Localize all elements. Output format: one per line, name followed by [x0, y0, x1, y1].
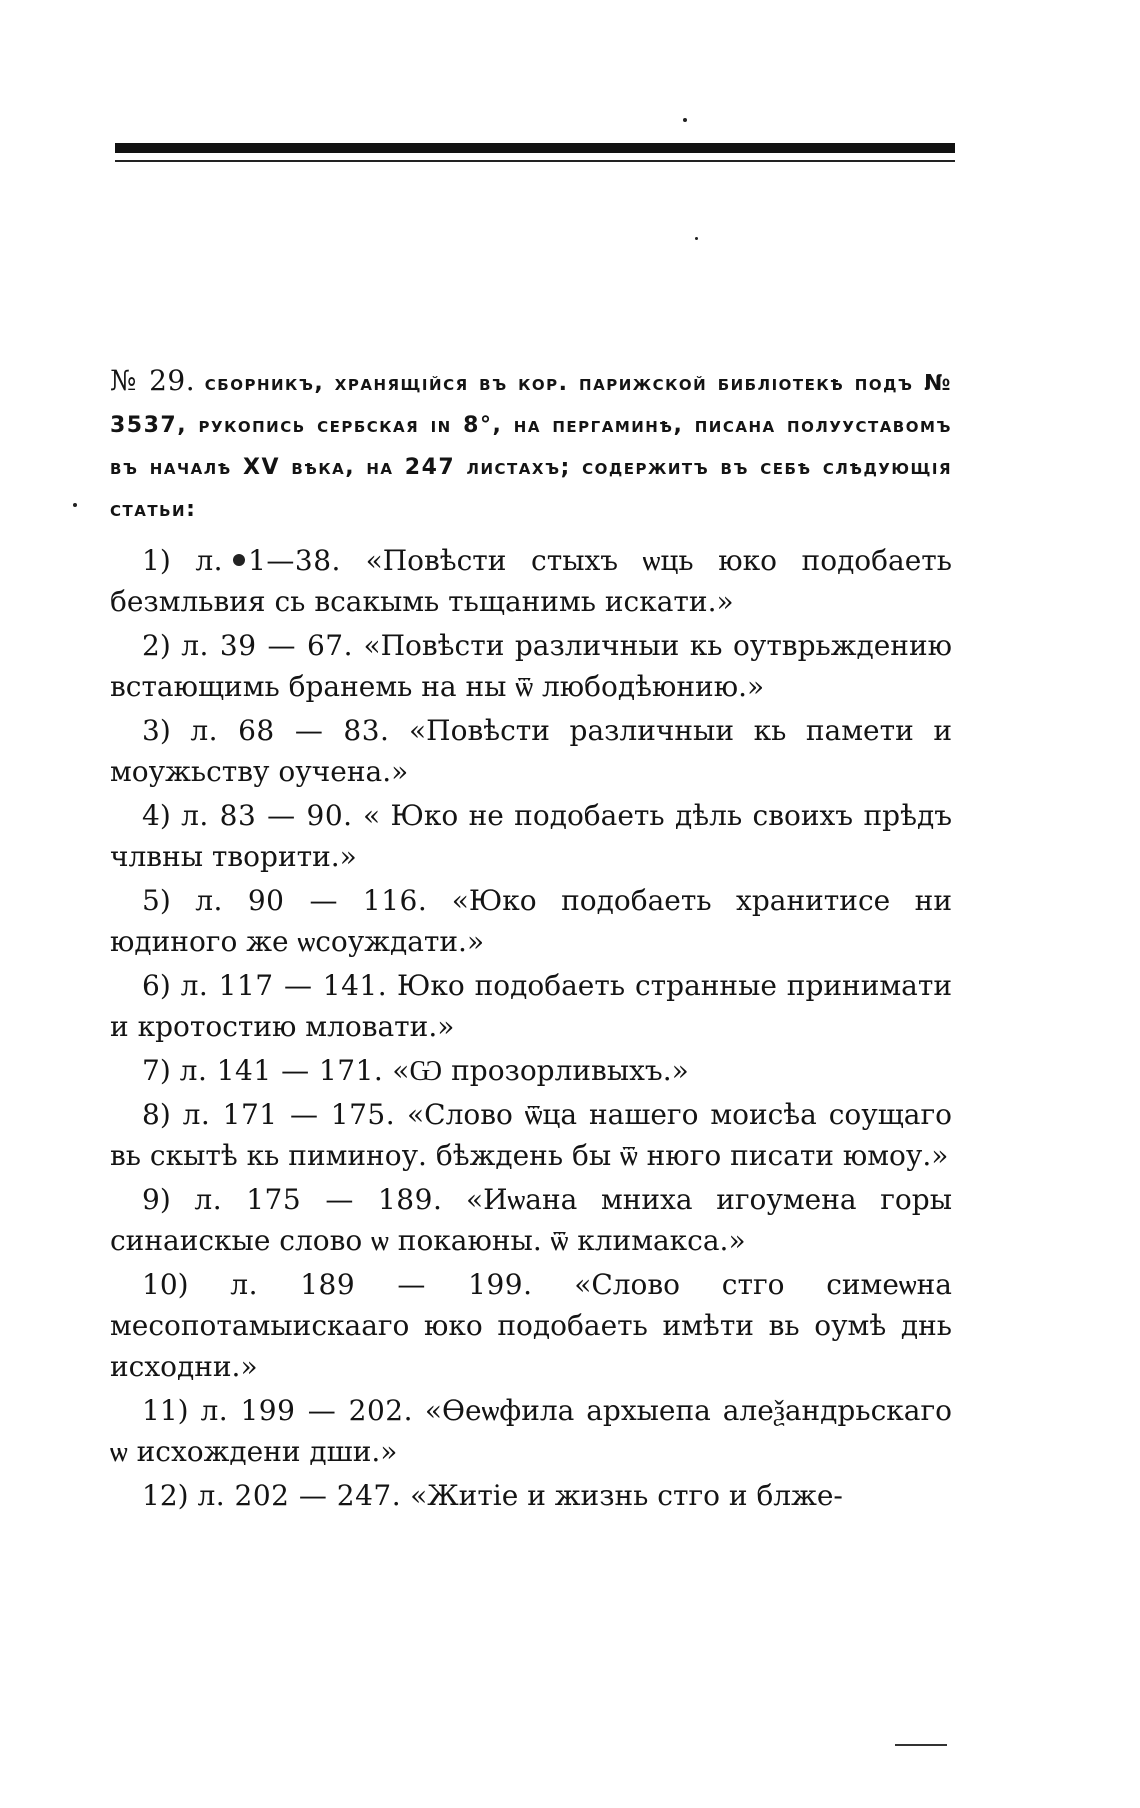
folio-range: л. 141 — 171. [179, 1054, 384, 1087]
item-title: «Слово ѿца нашего моисѣа соущаго вь скытѣ кь пиминоу. бѣждень бы ѿ нюго писати юмоу.» [110, 1098, 952, 1172]
footer-rule [895, 1744, 947, 1746]
folio-range: л. 1—38. [195, 544, 341, 577]
item-title: Юко подобаеть странные принимати и кротостию мловати.» [110, 969, 952, 1043]
item-title: «Повѣсти стыхъ ѡць юко подобаеть безмльвия сь всакымь тьщанимь искати.» [110, 544, 953, 618]
manuscript-number: № 29. [110, 364, 196, 397]
print-speck [73, 503, 77, 507]
contents-item [110, 880, 952, 962]
item-title: «Повѣсти различныи кь оутврьждению встающимь бранемь на ны ѿ любодѣюнию.» [110, 629, 953, 703]
item-number: 12) [142, 1479, 189, 1512]
item-number: 2) [142, 629, 171, 662]
item-number: 8) [142, 1098, 171, 1131]
contents-item [110, 1179, 952, 1261]
folio-range: л. 175 — 189. [194, 1183, 443, 1216]
item-number: 6) [142, 969, 171, 1002]
manuscript-summary: сборникъ, хранящійся въ кор. парижской библіотекѣ подъ № 3537, рукопись сербская in 8°, на пергаминѣ, писана полууставомъ въ началѣ XV вѣка, на 247 листахъ; содержитъ въ себѣ слѣдующія статьи: [110, 371, 952, 522]
contents-list [110, 540, 952, 1516]
contents-item [110, 795, 952, 877]
print-speck [695, 237, 698, 240]
header-rule-thin [115, 160, 955, 162]
item-title: «Юко подобаеть хранитисе ни юдиного же ѡсоуждати.» [110, 884, 952, 958]
folio-range: л. 202 — 247. [197, 1479, 402, 1512]
folio-range: л. 90 — 116. [195, 884, 428, 917]
contents-item [110, 1050, 952, 1091]
item-number: 9) [142, 1183, 171, 1216]
contents-item [110, 1390, 952, 1472]
item-title: «Ѡ прозорливыхъ.» [392, 1054, 689, 1087]
item-number: 4) [142, 799, 171, 832]
item-title: «Ѳеѡфила архыепа алеѯандрьскаго ѡ исхождени дши.» [110, 1394, 952, 1468]
item-number: 3) [142, 714, 171, 747]
print-speck [683, 118, 687, 122]
contents-item [110, 1264, 952, 1387]
contents-item [110, 625, 952, 707]
contents-item [110, 1475, 952, 1516]
catalog-entry [110, 360, 952, 1519]
folio-range: л. 39 — 67. [181, 629, 353, 662]
item-title: «Повѣсти различныи кь памети и моужьству оучена.» [110, 714, 953, 788]
folio-range: л. 189 — 199. [230, 1268, 533, 1301]
item-number: 10) [142, 1268, 189, 1301]
folio-range: л. 117 — 141. [180, 969, 388, 1002]
item-number: 5) [142, 884, 171, 917]
manuscript-description [110, 360, 952, 530]
header-rule-thick [115, 143, 955, 153]
contents-item [110, 540, 952, 622]
item-number: 11) [142, 1394, 189, 1427]
item-title: «Житіе и жизнь стго и блже- [410, 1479, 843, 1512]
contents-item [110, 965, 952, 1047]
item-title: «Слово стго симеѡна месопотамыискааго юко подобаеть имѣти вь оумѣ днь исходни.» [110, 1268, 952, 1383]
item-title: «Иѡана мниха игоумена горы синаискые слово ѡ покаюны. ѿ климакса.» [110, 1183, 952, 1257]
contents-item [110, 710, 952, 792]
item-title: « Юко не подобаеть дѣль своихъ прѣдъ члвны творити.» [110, 799, 953, 873]
folio-range: л. 171 — 175. [182, 1098, 396, 1131]
item-number: 7) [142, 1054, 171, 1087]
folio-range: л. 68 — 83. [190, 714, 390, 747]
folio-range: л. 199 — 202. [200, 1394, 414, 1427]
folio-range: л. 83 — 90. [181, 799, 353, 832]
item-number: 1) [142, 544, 171, 577]
contents-item [110, 1094, 952, 1176]
